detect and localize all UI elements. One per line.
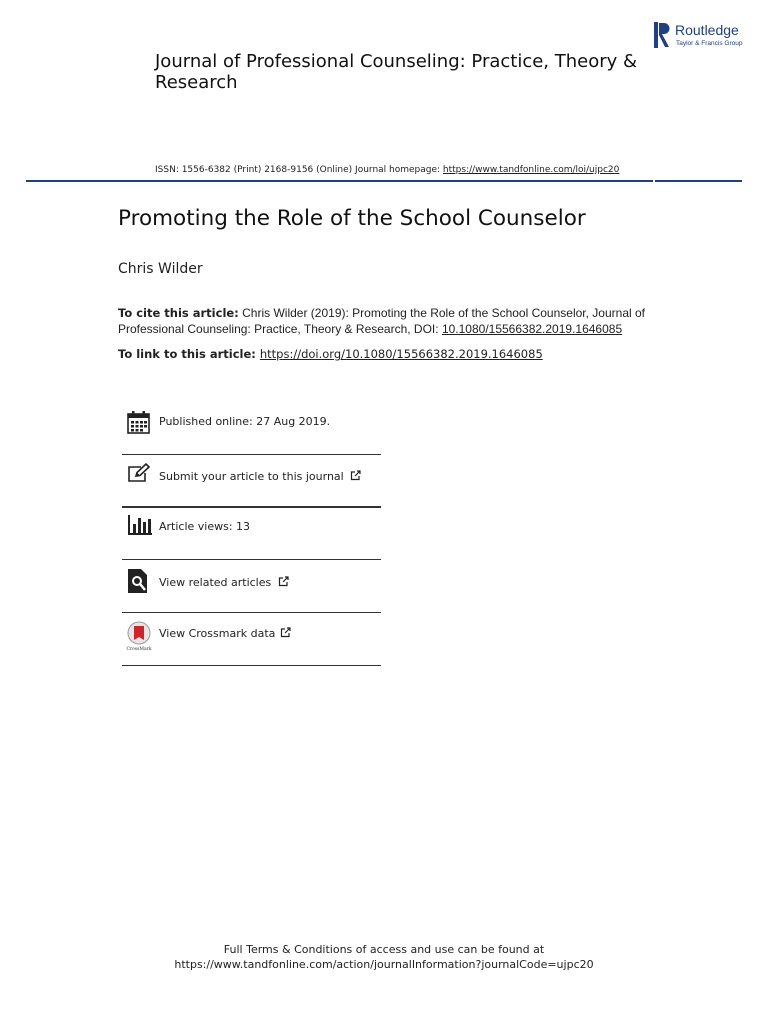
info-divider <box>122 612 381 613</box>
article-views: Article views: 13 <box>159 520 251 533</box>
submit-article-link[interactable] <box>122 460 381 496</box>
footer-terms-link[interactable]: https://www.tandfonline.com/action/journalInformation?journalCode=ujpc20 <box>174 958 594 971</box>
calendar-icon <box>127 410 150 434</box>
routledge-logo-mark <box>654 22 670 48</box>
info-divider <box>122 665 381 666</box>
crossmark-icon <box>125 621 153 651</box>
views-row <box>122 512 381 542</box>
external-link-icon <box>350 470 361 481</box>
info-divider <box>122 454 381 455</box>
journal-title: Journal of Professional Counseling: Practice, Theory & Research <box>155 51 638 93</box>
cite-label: To cite this article: <box>118 306 239 320</box>
submit-article-text: Submit your article to this journal <box>159 470 344 483</box>
external-link-icon <box>280 627 291 638</box>
header-divider-gap <box>653 180 655 184</box>
link-block <box>118 347 543 361</box>
article-title: Promoting the Role of the School Counselor <box>118 206 586 231</box>
issn-line <box>155 165 619 175</box>
doi-link[interactable]: https://doi.org/10.1080/15566382.2019.1646085 <box>259 347 543 361</box>
crossmark-link[interactable] <box>122 618 381 654</box>
related-articles-label <box>159 576 289 589</box>
submit-article-label <box>159 470 361 483</box>
crossmark-logo-text: CrossMark <box>126 647 152 651</box>
routledge-logo[interactable] <box>654 22 754 52</box>
published-row <box>122 408 381 438</box>
link-label: To link to this article: <box>118 347 256 361</box>
cite-text: Chris Wilder (2019): Promoting the Role of the School Counselor, Journal of Professional Counseling: Practice, Theory & Research, DOI: <box>118 306 645 336</box>
info-divider <box>122 506 381 508</box>
search-document-icon <box>127 568 149 594</box>
publisher-subtitle: Taylor & Francis Group <box>676 40 743 47</box>
journal-homepage-link[interactable]: https://www.tandfonline.com/loi/ujpc20 <box>442 165 620 175</box>
crossmark-label <box>159 627 291 640</box>
footer-terms-text: Full Terms & Conditions of access and use can be found at <box>223 943 545 956</box>
article-author: Chris Wilder <box>118 261 203 277</box>
related-articles-text: View related articles <box>159 576 272 589</box>
citation-block <box>118 306 658 337</box>
info-divider <box>122 559 381 560</box>
related-articles-link[interactable] <box>122 565 381 605</box>
bar-chart-icon <box>127 514 153 536</box>
external-link-icon <box>278 576 289 587</box>
edit-icon <box>127 463 151 483</box>
publisher-name: Routledge <box>675 22 739 38</box>
issn-text: ISSN: 1556-6382 (Print) 2168-9156 (Online) Journal homepage: <box>155 165 443 175</box>
published-date: Published online: 27 Aug 2019. <box>159 415 331 428</box>
cite-doi-link[interactable]: 10.1080/15566382.2019.1646085 <box>441 321 623 336</box>
header-divider <box>26 180 742 182</box>
crossmark-text: View Crossmark data <box>159 627 276 640</box>
footer <box>0 942 768 972</box>
